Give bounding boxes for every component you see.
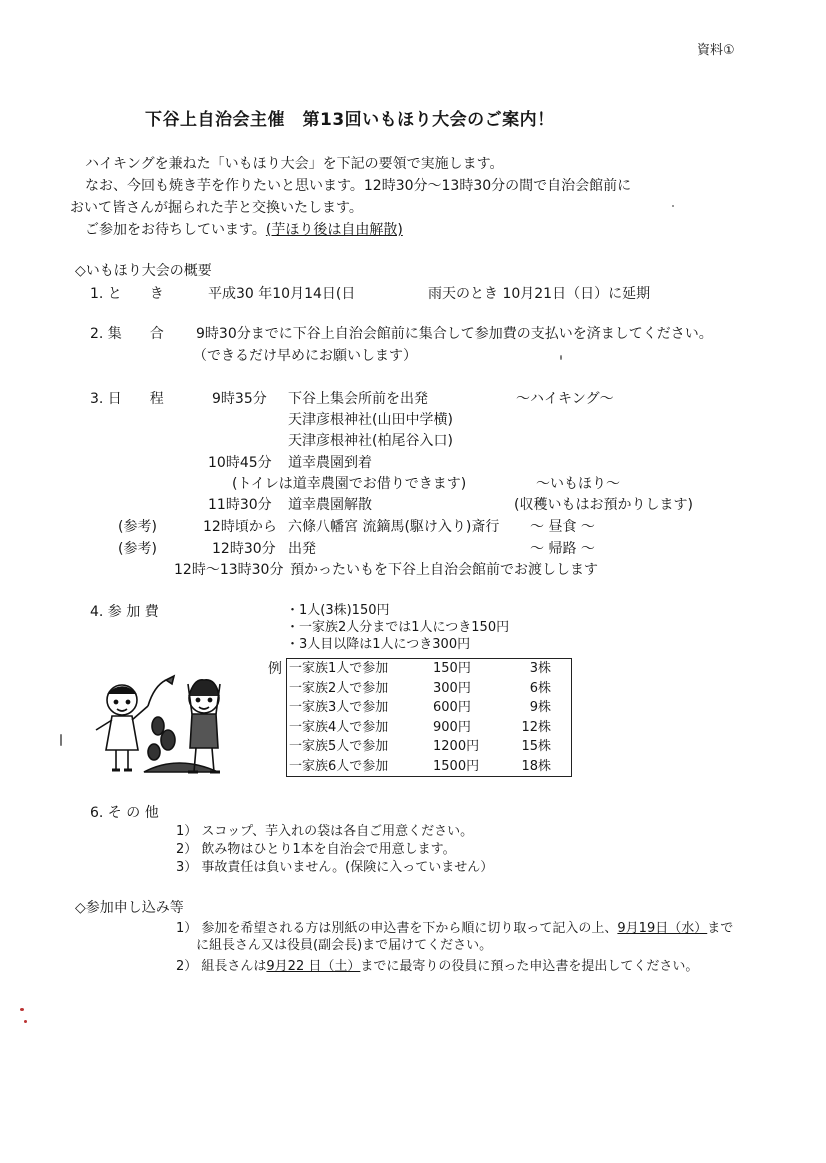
scan-speck [20, 1008, 24, 1011]
plants-cell: 18株 [521, 758, 551, 774]
schedule-time: 11時30分 [208, 497, 272, 513]
intro-note: (芋ほり後は自由解散) [265, 222, 403, 238]
plants-cell: 15株 [521, 739, 551, 755]
apply-item-text: まで [707, 921, 734, 936]
intro-line: なお、今回も焼き芋を作りたいと思います。12時30分～13時30分の間で自治会館前に [85, 178, 632, 194]
example-label: 例 [268, 661, 282, 677]
date-value: 平成30 年10月14日(日 [208, 286, 356, 302]
fee-rule: ・3人目以降は1人につき300円 [286, 637, 471, 652]
apply-deadline-date: 9月22 日（土） [266, 959, 361, 974]
intro-line [85, 221, 403, 239]
overview-heading: ◇いもほり大会の概要 [75, 263, 212, 279]
price-cell: 900円 [433, 719, 471, 735]
price-cell: 150円 [433, 661, 471, 677]
schedule-time: 9時35分 [212, 391, 267, 407]
family-cell: 一家族1人で参加 [289, 661, 389, 677]
children-digging-illustration [88, 672, 238, 784]
price-cell: 1500円 [433, 758, 480, 774]
gather-line: 9時30分までに下谷上自治会館前に集合して参加費の支払いを済ましてください。 [196, 326, 713, 342]
schedule-desc: 出発 [288, 541, 316, 557]
gather-label: 2. 集 合 [90, 326, 164, 342]
schedule-note: ～ 帰路 ～ [530, 541, 595, 557]
date-label: 1. と き [90, 286, 164, 302]
other-item: 1） スコップ、芋入れの袋は各自ご用意ください。 [176, 824, 474, 839]
table-row [287, 659, 572, 679]
schedule-desc: (トイレは道幸農園でお借りできます) [232, 476, 467, 492]
other-item: 2） 飲み物はひとり1本を自治会で用意します。 [176, 842, 456, 857]
family-cell: 一家族2人で参加 [289, 680, 389, 696]
price-cell: 1200円 [433, 739, 480, 755]
apply-item-1-line2: に組長さん又は役員(副会長)まで届けてください。 [196, 938, 493, 953]
schedule-time: 12時頃から [203, 519, 277, 535]
table-row [287, 757, 572, 777]
price-cell: 600円 [433, 700, 471, 716]
schedule-time: 12時～13時30分 [174, 562, 284, 578]
schedule-note: ～ハイキング～ [516, 391, 614, 407]
table-row [287, 679, 572, 699]
family-cell: 一家族4人で参加 [289, 719, 389, 735]
family-cell: 一家族6人で参加 [289, 758, 389, 774]
schedule-time: 12時30分 [212, 541, 276, 557]
intro-invite: ご参加をお待ちしています。 [85, 222, 266, 238]
plants-cell: 6株 [529, 680, 551, 696]
doc-label: 資料① [697, 43, 735, 58]
schedule-note: (収穫いもはお預かりします) [514, 497, 693, 513]
schedule-desc: 預かったいもを下谷上自治会館前でお渡しします [290, 562, 598, 578]
schedule-prefix: (参考) [118, 519, 157, 535]
schedule-desc: 下谷上集会所前を出発 [288, 391, 428, 407]
price-cell: 300円 [433, 680, 471, 696]
intro-line: おいて皆さんが掘られた芋と交換いたします。 [70, 200, 363, 216]
schedule-prefix: (参考) [118, 541, 157, 557]
fee-rule: ・一家族2人分までは1人につき150円 [286, 620, 510, 635]
apply-item-text: 1） 参加を希望される方は別紙の申込書を下から順に切り取って記入の上、 [176, 921, 618, 936]
table-row [287, 698, 572, 718]
schedule-time: 10時45分 [208, 455, 272, 471]
scan-speck [560, 355, 562, 360]
scan-speck [672, 205, 674, 207]
fee-label: 4. 参 加 費 [90, 604, 159, 620]
schedule-note: ～いもほり～ [536, 476, 620, 492]
schedule-note: ～ 昼食 ～ [530, 519, 595, 535]
apply-heading: ◇参加申し込み等 [75, 900, 184, 916]
apply-deadline-date: 9月19日（水） [617, 921, 708, 936]
schedule-desc: 道幸農園到着 [288, 455, 372, 471]
page-title: 下谷上自治会主催 第13回いもほり大会のご案内！ [145, 110, 555, 130]
plants-cell: 12株 [521, 719, 551, 735]
other-item: 3） 事故責任は負いません。(保険に入っていません） [176, 860, 494, 875]
family-cell: 一家族5人で参加 [289, 739, 389, 755]
date-rain: 雨天のとき 10月21日（日）に延期 [428, 286, 651, 302]
plants-cell: 9株 [529, 700, 551, 716]
schedule-desc: 六條八幡宮 流鏑馬(駆け入り)斎行 [288, 519, 500, 535]
scan-speck [60, 734, 62, 746]
fee-rule: ・1人(3株)150円 [286, 603, 390, 618]
family-cell: 一家族3人で参加 [289, 700, 389, 716]
scan-speck [24, 1020, 27, 1023]
apply-item-text: までに最寄りの役員に預った申込書を提出してください。 [360, 959, 699, 974]
schedule-label: 3. 日 程 [90, 391, 164, 407]
schedule-desc: 道幸農園解散 [288, 497, 372, 513]
gather-line: （できるだけ早めにお願いします） [193, 348, 417, 364]
apply-item-1 [176, 920, 733, 937]
table-row [287, 718, 572, 738]
fee-table [286, 658, 572, 777]
intro-line: ハイキングを兼ねた「いもほり大会」を下記の要領で実施します。 [85, 156, 504, 172]
apply-item-text: 2） 組長さんは [176, 959, 267, 974]
schedule-desc: 天津彦根神社(山田中学横) [288, 412, 453, 428]
plants-cell: 3株 [529, 661, 551, 677]
schedule-desc: 天津彦根神社(柏尾谷入口) [288, 433, 453, 449]
table-row [287, 737, 572, 757]
other-label: 6. そ の 他 [90, 805, 159, 821]
apply-item-2 [176, 958, 698, 975]
